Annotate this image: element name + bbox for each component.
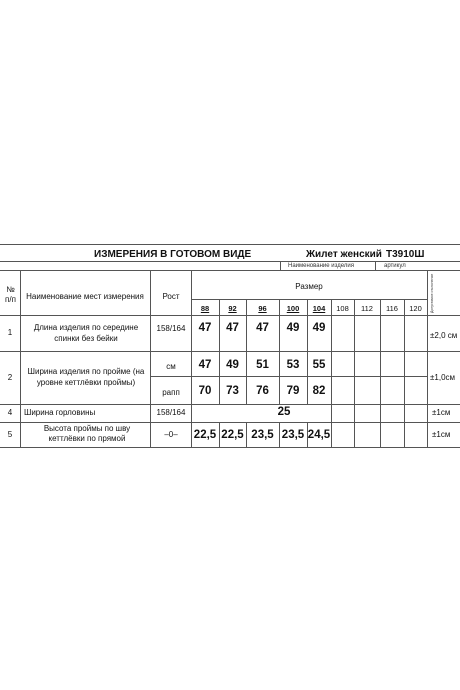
product-caption: Наименование изделия bbox=[288, 263, 354, 269]
header-divider bbox=[0, 261, 460, 262]
size-104: 104 bbox=[312, 304, 326, 313]
row-4-top bbox=[0, 404, 460, 405]
article-number: Т3910Ш bbox=[386, 249, 425, 260]
col-header-num: № п/п bbox=[5, 285, 16, 304]
row-1-value-104: 49 bbox=[312, 322, 326, 334]
col-header-size: Размер bbox=[295, 282, 323, 291]
caption-left bbox=[280, 261, 281, 270]
size-100: 100 bbox=[286, 304, 300, 313]
row-5-height: –0– bbox=[164, 430, 178, 439]
measurement-sheet bbox=[0, 241, 460, 459]
row-4-height: 158/164 bbox=[156, 408, 186, 417]
product-name: Жилет женский bbox=[306, 249, 382, 260]
size-116: 116 bbox=[386, 304, 398, 313]
size-col-sep-8 bbox=[404, 299, 405, 447]
row-4-number: 4 bbox=[7, 408, 13, 417]
table-bottom-border bbox=[0, 447, 460, 448]
size-92: 92 bbox=[228, 304, 237, 313]
col-header-height: Рост bbox=[162, 292, 180, 301]
size-col-sep-7 bbox=[380, 299, 381, 447]
row-2-height-cm: см bbox=[166, 362, 176, 371]
row-5-value-92: 22,5 bbox=[221, 429, 244, 441]
size-col-sep-5 bbox=[331, 299, 332, 447]
row-1-value-96: 47 bbox=[256, 322, 269, 334]
caption-sep bbox=[375, 261, 376, 270]
row-5-tolerance: ±1см bbox=[432, 430, 451, 439]
size-108: 108 bbox=[336, 304, 349, 313]
row-2-number: 2 bbox=[7, 373, 13, 382]
row-5-value-104: 24,5 bbox=[307, 429, 331, 441]
col-header-name: Наименование мест измерения bbox=[26, 292, 144, 301]
row-5-value-96: 23,5 bbox=[251, 429, 274, 441]
row-1-value-88: 47 bbox=[198, 322, 212, 334]
size-96: 96 bbox=[258, 304, 267, 313]
col-height-right bbox=[191, 270, 192, 447]
row-1-value-92: 47 bbox=[226, 322, 239, 334]
col-num-right bbox=[20, 270, 21, 447]
row-5-value-88: 22,5 bbox=[193, 429, 217, 441]
row-2-top bbox=[0, 351, 460, 352]
article-caption: артикул bbox=[384, 263, 406, 269]
size-112: 112 bbox=[361, 304, 373, 313]
row-2-height-rapp: рапп bbox=[162, 388, 180, 397]
row-2-rapp-96: 76 bbox=[256, 385, 269, 397]
row-5-name: Высота проймы по шву кеттлёвки по прямой bbox=[43, 424, 131, 444]
row-4-value: 25 bbox=[277, 406, 291, 418]
row-4-name: Ширина горловины bbox=[24, 408, 96, 417]
sheet-title: ИЗМЕРЕНИЯ В ГОТОВОМ ВИДЕ bbox=[94, 249, 252, 260]
row-4-tolerance: ±1см bbox=[432, 408, 451, 417]
row-5-top bbox=[0, 422, 460, 423]
table-top-border bbox=[0, 244, 460, 245]
row-2-rapp-104: 82 bbox=[312, 385, 326, 397]
size-col-sep-6 bbox=[354, 299, 355, 447]
size-120: 120 bbox=[409, 304, 422, 313]
row-2-cm-88: 47 bbox=[198, 359, 212, 371]
row-2-rapp-92: 73 bbox=[226, 385, 239, 397]
caption-divider bbox=[0, 270, 460, 271]
row-1-tolerance: ±2,0 см bbox=[430, 331, 458, 340]
tolerance-header: Допустимое отклонение bbox=[430, 273, 434, 313]
row-5-number: 5 bbox=[7, 430, 13, 439]
row-2-cm-96: 51 bbox=[256, 359, 269, 371]
row-2-rapp-100: 79 bbox=[286, 385, 300, 397]
row-2-cm-92: 49 bbox=[226, 359, 239, 371]
row-1-height: 158/164 bbox=[156, 324, 186, 333]
row-2-tolerance: ±1,0см bbox=[430, 373, 456, 382]
row-2-cm-100: 53 bbox=[286, 359, 300, 371]
size-header-divider bbox=[191, 299, 427, 300]
row-1-number: 1 bbox=[7, 328, 13, 337]
row-5-value-100: 23,5 bbox=[281, 429, 305, 441]
row-1-name: Длина изделия по середине спинки без бейки bbox=[33, 323, 139, 343]
row-1-value-100: 49 bbox=[286, 322, 300, 334]
row-2-rapp-88: 70 bbox=[198, 385, 212, 397]
size-88: 88 bbox=[200, 304, 210, 313]
row-1-top bbox=[0, 315, 460, 316]
row-2-name: Ширина изделия по пройме (на уровне кеттлёвки проймы) bbox=[27, 367, 145, 387]
col-sizes-right bbox=[427, 270, 428, 447]
row-2-cm-104: 55 bbox=[312, 359, 326, 371]
